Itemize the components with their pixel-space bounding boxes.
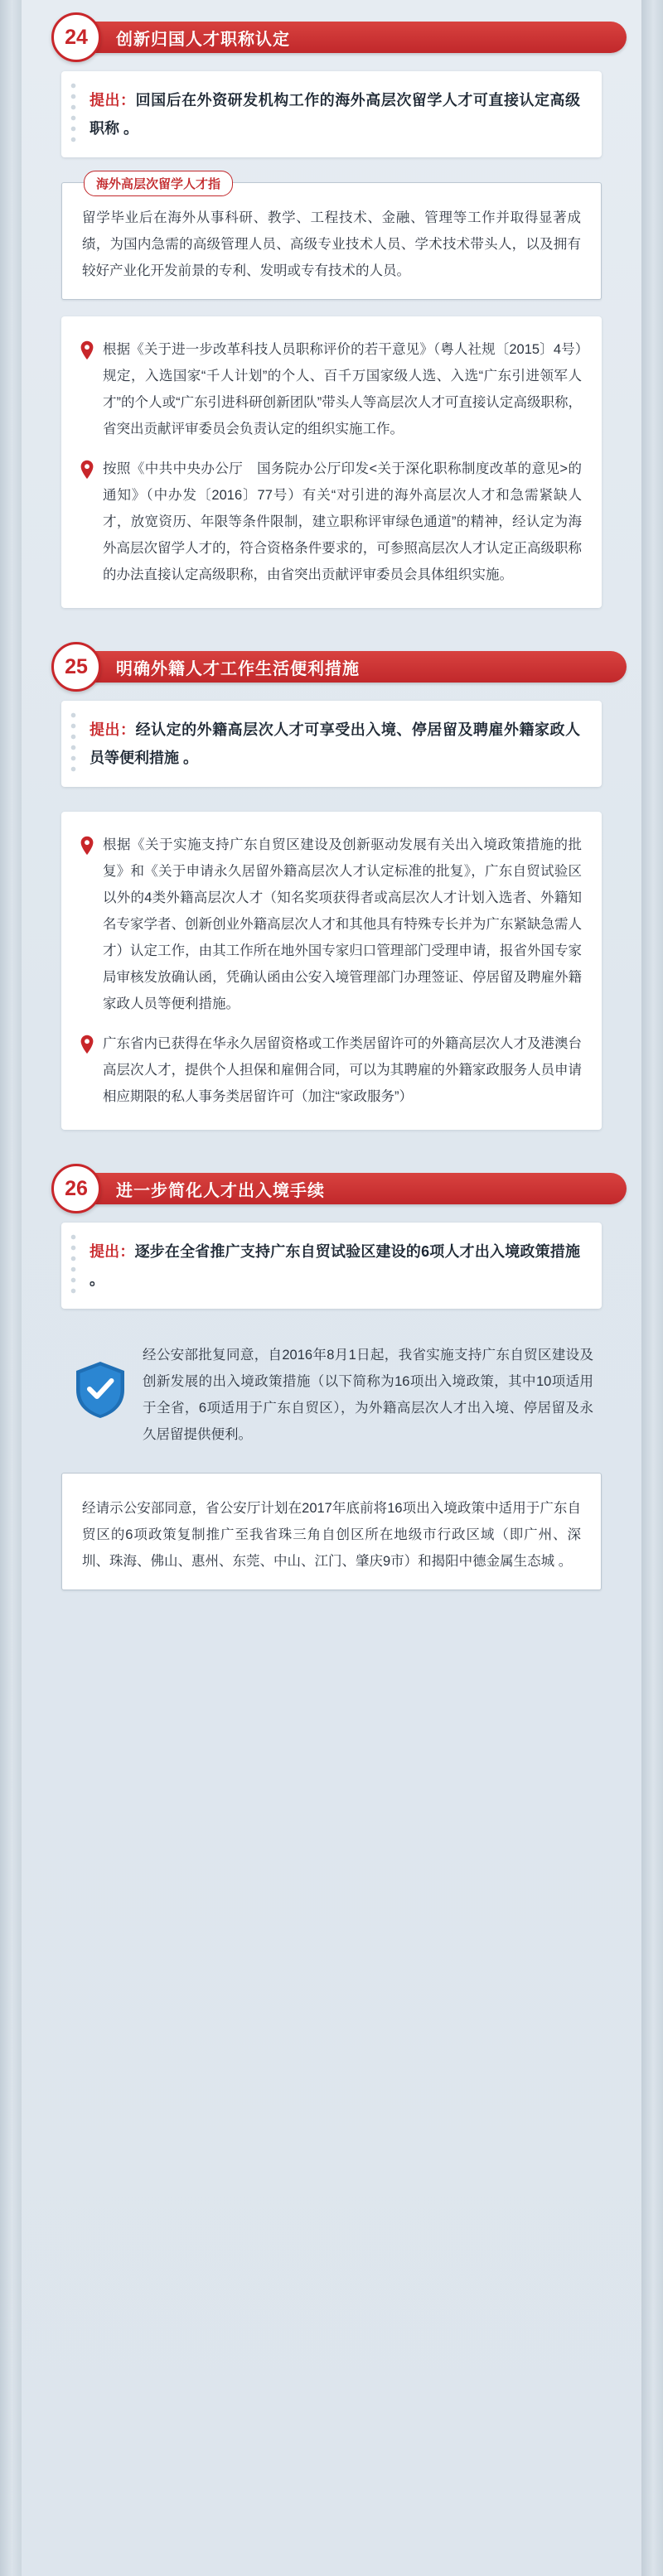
proposal-card-24 (61, 71, 602, 157)
list-item (76, 1024, 582, 1117)
section-number-badge: 25 (51, 642, 101, 692)
shield-text: 经公安部批复同意，自2016年8月1日起，我省实施支持广东自贸区建设及创新发展的出入境政策措施（以下简称为16项出入境政策，其中10项适用于全省，6项适用于广东自贸区），为外籍高层次人才出入境、停居留及永久居留提供便利。 (143, 1348, 593, 1442)
spacer (36, 1146, 627, 1166)
section-title-bar (88, 1173, 627, 1204)
definition-box-24 (61, 177, 602, 300)
section-title: 明确外籍人才工作生活便利措施 (116, 659, 360, 678)
proposal-card-26 (61, 1223, 602, 1309)
proposal-card-25 (61, 701, 602, 787)
definition-tab-label: 海外高层次留学人才指 (84, 171, 233, 196)
points-list-25 (61, 812, 602, 1130)
map-pin-icon (80, 1035, 94, 1054)
section-header-24 (36, 15, 627, 60)
proposal-paragraph (90, 1237, 580, 1294)
proposal-text: 逐步在全省推广支持广东自贸试验区建设的6项人才出入境政策措施 。 (90, 1243, 580, 1288)
section-number-badge: 26 (51, 1164, 101, 1213)
list-item-text: 根据《关于进一步改革科技人员职称评价的若干意见》（粤人社规〔2015〕4号）规定，入选国家“千人计划”的个人、百千万国家级人选、入选“广东引进领军人才”的个人或“广东引进科研创新团队”带头人等高层次人才可直接认定高级职称，省突出贡献评审委员会负责认定的组织实施工作。 (103, 342, 582, 437)
section-title: 进一步简化人才出入境手续 (116, 1181, 325, 1200)
section-title: 创新归国人才职称认定 (116, 30, 290, 49)
right-rail-decoration (641, 0, 663, 2576)
proposal-paragraph (90, 716, 580, 772)
list-item (76, 825, 582, 1024)
points-list-24 (61, 316, 602, 608)
section-header-26 (36, 1166, 627, 1211)
map-pin-icon (80, 836, 94, 856)
section-header-25 (36, 644, 627, 689)
spacer (36, 1325, 627, 1334)
proposal-text: 经认定的外籍高层次人才可享受出入境、停居留及聘雇外籍家政人员等便利措施 。 (90, 721, 581, 766)
proposal-label: 提出： (90, 92, 136, 109)
shield-paragraph-26 (61, 1334, 602, 1456)
proposal-label: 提出： (90, 721, 136, 738)
proposal-text: 回国后在外资研发机构工作的海外高层次留学人才可直接认定高级职称 。 (90, 92, 581, 137)
section-title-bar (88, 22, 627, 53)
map-pin-icon (80, 460, 94, 480)
map-pin-icon (80, 340, 94, 360)
content-column (36, 0, 627, 1635)
proposal-paragraph (90, 86, 580, 142)
shield-check-icon (73, 1360, 128, 1420)
list-item (76, 330, 582, 449)
note-box-26 (61, 1473, 602, 1590)
section-number-badge: 24 (51, 12, 101, 62)
note-text: 经请示公安部同意，省公安厅计划在2017年底前将16项出入境政策中适用于广东自贸区的6项政策复制推广至我省珠三角自创区所在地级市行政区域（即广州、深圳、珠海、佛山、惠州、东莞、中山、江门、肇庆9市）和揭阳中德金属生态城 。 (82, 1501, 581, 1569)
list-item-text: 按照《中共中央办公厅 国务院办公厅印发<关于深化职称制度改革的意见>的通知》（中办发〔2016〕77号）有关“对引进的海外高层次人才和急需紧缺人才，放宽资历、年限等条件限制，建立职称评审绿色通道”的精神，经认定为海外高层次留学人才的，符合资格条件要求的，可参照高层次人才认定正高级职称的办法直接认定高级职称，由省突出贡献评审委员会具体组织实施。 (103, 461, 582, 582)
definition-text: 留学毕业后在海外从事科研、教学、工程技术、金融、管理等工作并取得显著成绩，为国内急需的高级管理人员、高级专业技术人员、学术技术带头人，以及拥有较好产业化开发前景的专利、发明或专有技术的人员。 (82, 210, 581, 278)
section-title-bar (88, 651, 627, 683)
proposal-label: 提出： (90, 1243, 135, 1260)
list-item-text: 广东省内已获得在华永久居留资格或工作类居留许可的外籍高层次人才及港澳台高层次人才，提供个人担保和雇佣合同，可以为其聘雇的外籍家政服务人员申请相应期限的私人事务类居留许可（加注“家政服务”） (103, 1036, 582, 1104)
list-item-text: 根据《关于实施支持广东自贸区建设及创新驱动发展有关出入境政策措施的批复》和《关于申请永久居留外籍高层次人才认定标准的批复》，广东自贸试验区以外的4类外籍高层次人才（知名奖项获得者或高层次人才计划入选者、外籍知名专家学者、创新创业外籍高层次人才和其他具有特殊专长并为广东紧缺急需人才）认定工作，由其工作所在地外国专家归口管理部门受理申请，报省外国专家局审核发放确认函，凭确认函由公安入境管理部门办理签证、停居留及聘雇外籍家政人员等便利措施。 (103, 837, 582, 1011)
spacer (36, 803, 627, 812)
left-rail-decoration (0, 0, 22, 2576)
spacer (36, 625, 627, 644)
list-item (76, 449, 582, 595)
spacer (36, 1607, 627, 1635)
